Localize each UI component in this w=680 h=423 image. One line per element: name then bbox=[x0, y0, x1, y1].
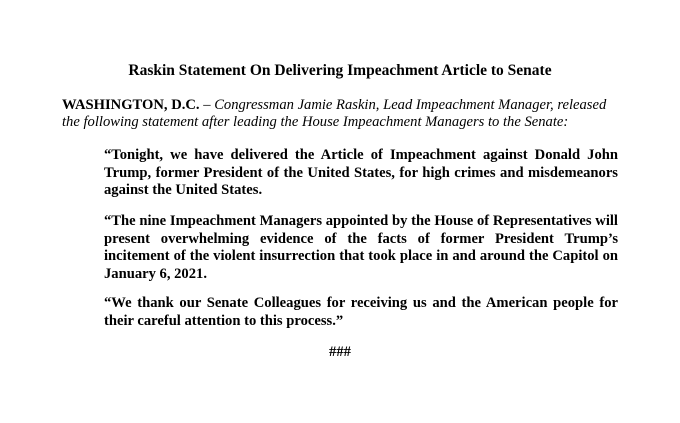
intro-text: Congressman Jamie Raskin, Lead Impeachment Manager, released the following statement after leading the House Impeachment Managers to the Senate: bbox=[62, 97, 607, 130]
dateline: WASHINGTON, D.C. bbox=[62, 97, 200, 113]
dateline-separator: – bbox=[199, 97, 215, 113]
statement-paragraph-2: “The nine Impeachment Managers appointed by the House of Representatives will present overwhelming evidence of the facts of former President Trump’s incitement of the violent insurrection that took place in and around the Capitol on January 6, 2021. bbox=[104, 213, 618, 282]
statement-paragraph-1: “Tonight, we have delivered the Article of Impeachment against Donald John Trump, former President of the United States, for high crimes and misdemeanors against the United States. bbox=[104, 147, 618, 198]
document-title: Raskin Statement On Delivering Impeachment Article to Senate bbox=[128, 62, 552, 79]
statement-paragraph-3: “We thank our Senate Colleagues for receiving us and the American people for their careful attention to this process.” bbox=[104, 295, 618, 329]
intro-paragraph bbox=[62, 97, 622, 131]
end-mark: ### bbox=[329, 344, 351, 360]
